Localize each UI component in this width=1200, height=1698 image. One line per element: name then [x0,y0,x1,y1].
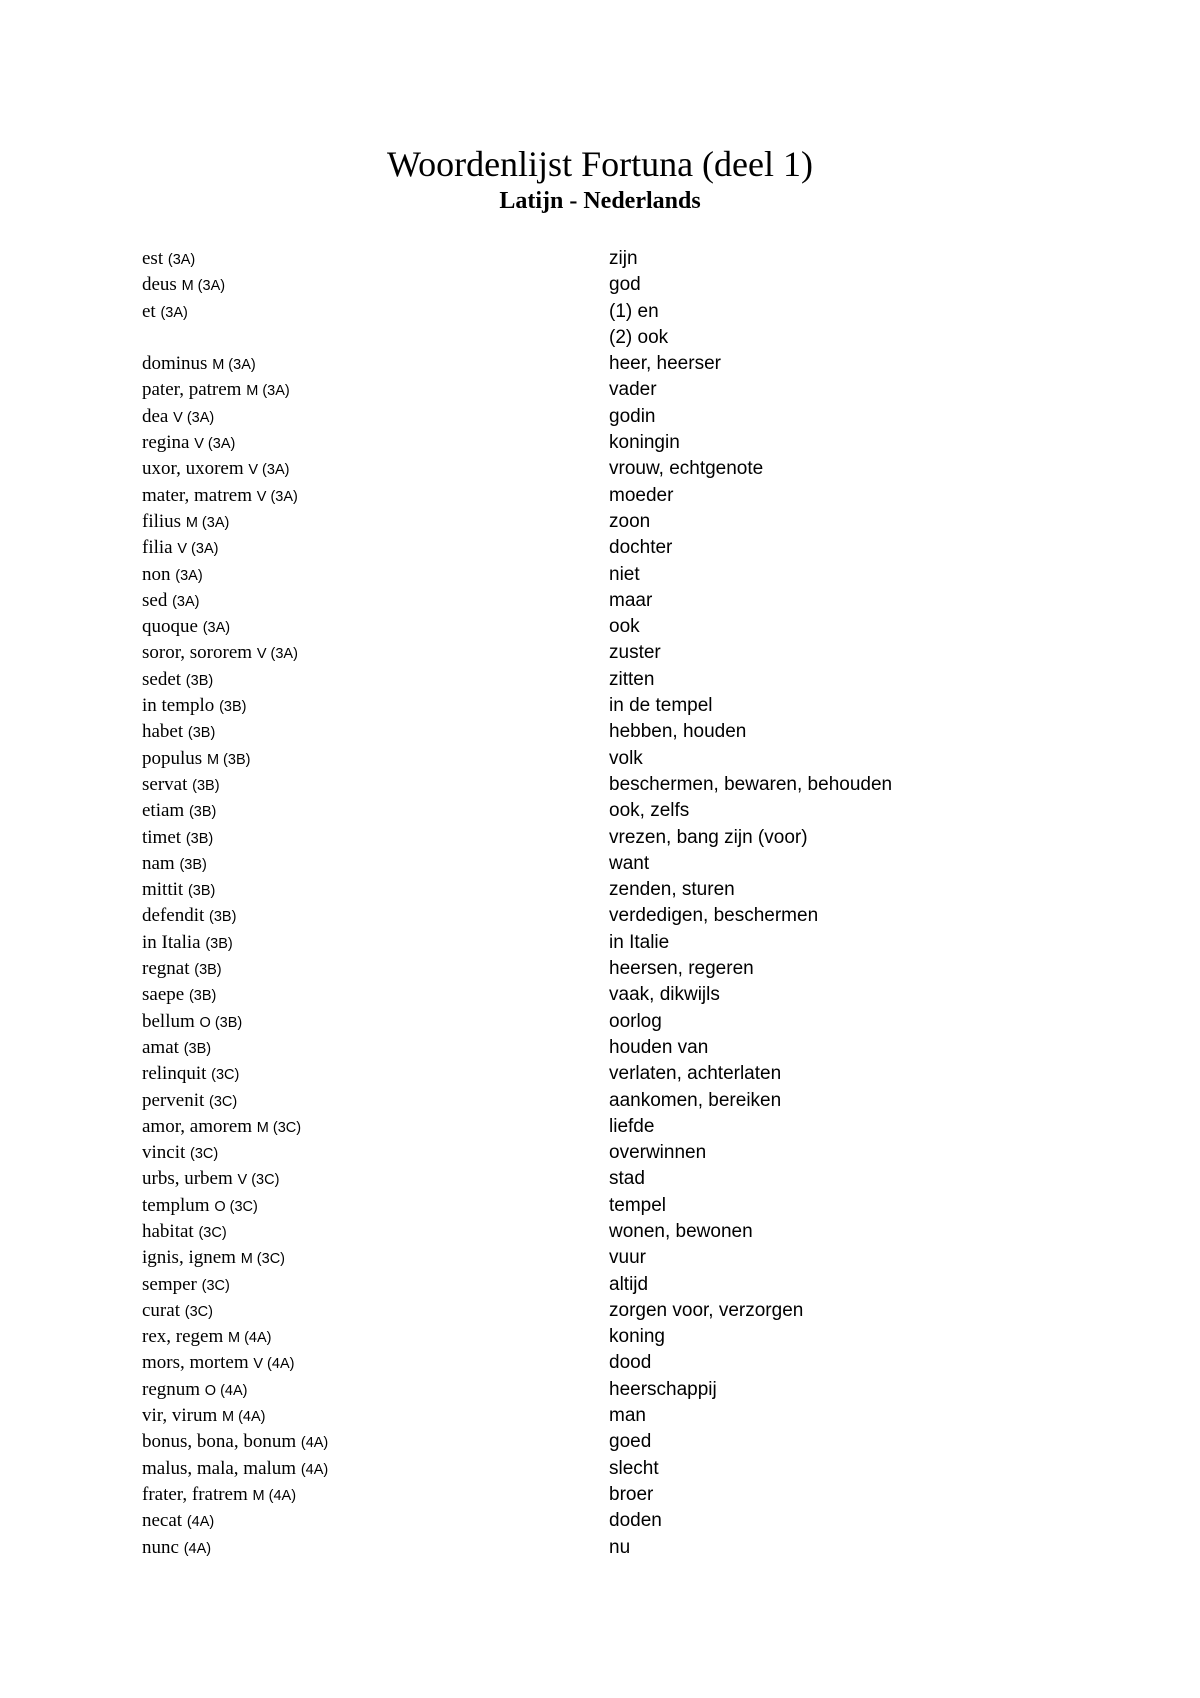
dutch-translation [609,1456,659,1482]
grammar-lesson-tag: M (4A) [252,1487,297,1504]
dutch-translation [609,1403,646,1429]
vocab-row [142,1061,1042,1087]
dutch-translation [609,772,892,798]
latin-word: sed [142,589,168,611]
dutch-translation [609,1140,706,1166]
latin-term [142,1272,230,1299]
dutch-translation [609,1009,662,1035]
latin-term [142,1061,239,1088]
vocab-row [142,1482,1042,1508]
latin-word: nam [142,852,175,874]
dutch-meaning: vaak, dikwijls [609,984,720,1006]
vocabulary-list [142,246,1042,1561]
vocab-row [142,877,1042,903]
latin-term [142,693,246,720]
latin-term [142,1482,296,1509]
vocab-row [142,640,1042,666]
vocab-row [142,667,1042,693]
dutch-translation [609,1377,717,1403]
vocab-row [142,1298,1042,1324]
latin-word: timet [142,826,182,848]
vocab-row [142,1508,1042,1534]
latin-term [142,272,225,299]
vocab-row [142,351,1042,377]
vocab-row [142,377,1042,403]
vocab-row [142,1088,1042,1114]
dutch-meaning: zoon [609,510,651,532]
dutch-translation [609,851,649,877]
grammar-lesson-tag: V (3A) [248,462,290,479]
vocab-row [142,404,1042,430]
dutch-translation [609,1245,646,1271]
grammar-lesson-tag: (3A) [167,252,196,268]
dutch-translation [609,1035,708,1061]
grammar-lesson-tag: V (3C) [237,1172,280,1189]
dutch-meaning: slecht [609,1457,659,1479]
dutch-translation [609,1272,648,1298]
grammar-lesson-tag: M (4A) [227,1330,272,1347]
latin-term [142,614,230,641]
latin-term [142,483,298,510]
vocab-row [142,982,1042,1008]
page-title: Woordenlijst Fortuna (deel 1) [386,144,813,184]
dutch-translation [609,404,656,430]
dutch-translation [609,246,638,272]
latin-term [142,1324,271,1351]
dutch-translation [609,1088,781,1114]
latin-term [142,299,188,326]
dutch-translation [609,509,650,535]
vocab-row [142,1035,1042,1061]
dutch-translation [609,1061,781,1087]
latin-word: frater, fratrem [142,1483,248,1505]
grammar-lesson-tag: M (3B) [206,751,251,768]
latin-word: defendit [142,905,205,927]
latin-word: mater, matrem [142,484,253,506]
vocab-row [142,1403,1042,1429]
grammar-lesson-tag: (3B) [192,777,220,794]
grammar-lesson-tag: (3C) [190,1146,219,1163]
dutch-meaning: god [609,274,641,296]
latin-term [142,1088,237,1115]
latin-term [142,930,233,957]
latin-word: regina [142,432,190,454]
vocab-row [142,930,1042,956]
grammar-lesson-tag: (3C) [211,1067,240,1084]
vocab-row [142,509,1042,535]
latin-term [142,1508,214,1535]
dutch-meaning: heersen, regeren [609,958,754,980]
grammar-lesson-tag: V (3A) [173,409,215,426]
latin-word: sedet [142,668,182,690]
dutch-meaning: ook, zelfs [609,800,690,822]
dutch-translation [609,956,754,982]
dutch-meaning: verlaten, achterlaten [609,1063,782,1085]
vocab-row [142,1272,1042,1298]
dutch-translation [609,272,641,298]
latin-term [142,956,222,983]
latin-word: vincit [142,1142,186,1164]
vocab-row [142,535,1042,561]
latin-term [142,1535,211,1562]
latin-word: regnum [142,1378,201,1400]
dutch-translation [609,930,669,956]
latin-word: saepe [142,984,185,1006]
dutch-translation [609,535,672,561]
grammar-lesson-tag: (3B) [185,830,214,847]
grammar-lesson-tag: (3C) [198,1224,227,1241]
dutch-meaning: altijd [609,1273,649,1295]
vocab-row [142,1009,1042,1035]
vocab-row [142,772,1042,798]
latin-term [142,1245,285,1272]
grammar-lesson-tag: (3C) [201,1277,230,1294]
latin-word: est [142,248,164,269]
latin-term [142,1456,328,1483]
latin-word: necat [142,1510,183,1532]
grammar-lesson-tag: M (3A) [181,278,226,295]
dutch-meaning: dood [609,1352,652,1374]
dutch-translation [609,588,652,614]
dutch-meaning: zuster [609,642,661,664]
dutch-meaning: broer [609,1483,654,1505]
latin-word: mors, mortem [142,1352,249,1374]
latin-word: dea [142,405,169,427]
vocab-row [142,956,1042,982]
dutch-translation [609,1350,651,1376]
latin-word: servat [142,773,188,795]
grammar-lesson-tag: (3A) [172,593,200,610]
latin-term [142,351,256,378]
dutch-meaning: in de tempel [609,695,713,717]
dutch-translation [609,1508,662,1534]
dutch-translation [609,377,657,403]
vocab-row [142,483,1042,509]
dutch-meaning: dochter [609,537,673,559]
latin-term [142,719,215,746]
dutch-translation [609,693,713,719]
grammar-lesson-tag: V (3A) [177,541,219,558]
latin-term [142,851,207,878]
dutch-meaning: (2) ook [609,326,669,348]
vocab-row [142,1219,1042,1245]
grammar-lesson-tag: (3B) [209,909,237,926]
dutch-meaning: ook [609,616,640,638]
grammar-lesson-tag: (3B) [179,856,207,873]
latin-term [142,1219,227,1246]
grammar-lesson-tag: V (3A) [256,488,298,505]
vocab-row [142,1456,1042,1482]
vocab-row [142,1114,1042,1140]
grammar-lesson-tag: (4A) [186,1514,215,1531]
vocab-row [142,614,1042,640]
dutch-translation [609,1482,653,1508]
latin-word: vir, virum [142,1405,218,1427]
latin-term [142,877,215,904]
dutch-meaning: wonen, bewonen [609,1220,753,1242]
grammar-lesson-tag: (3B) [219,699,247,716]
dutch-translation [609,825,808,851]
latin-term [142,667,213,694]
dutch-translation [609,614,640,640]
dutch-translation [609,299,668,352]
latin-term [142,772,220,799]
latin-word: malus, mala, malum [142,1457,297,1479]
grammar-lesson-tag: (3A) [160,304,188,321]
dutch-meaning: aankomen, bereiken [609,1089,782,1111]
dutch-meaning: heer, heerser [609,353,721,375]
latin-term [142,430,235,457]
vocab-row [142,1166,1042,1192]
latin-word: deus [142,274,177,296]
dutch-meaning: stad [609,1168,645,1190]
latin-word: pater, patrem [142,379,242,401]
dutch-translation [609,1193,666,1219]
dutch-meaning: overwinnen [609,1142,707,1164]
vocab-row [142,851,1042,877]
vocab-row [142,693,1042,719]
latin-word: filius [142,510,182,532]
latin-word: urbs, urbem [142,1168,233,1190]
latin-word: amor, amorem [142,1115,253,1137]
latin-word: amat [142,1036,179,1058]
grammar-lesson-tag: M (3C) [256,1119,302,1136]
vocab-row [142,825,1042,851]
vocab-row [142,456,1042,482]
dutch-meaning: koning [609,1326,665,1348]
dutch-meaning: nu [609,1536,631,1558]
latin-word: mittit [142,879,184,901]
grammar-lesson-tag: (3A) [175,567,203,584]
latin-word: habitat [142,1220,194,1242]
latin-term [142,246,195,273]
latin-term [142,456,289,483]
grammar-lesson-tag: (3B) [187,883,216,900]
latin-word: non [142,563,171,585]
dutch-translation [609,1298,803,1324]
dutch-meaning: oorlog [609,1010,662,1032]
grammar-lesson-tag: M (3A) [212,357,256,374]
latin-word: regnat [142,958,190,980]
grammar-lesson-tag: (3B) [187,725,216,742]
latin-word: et [142,300,156,322]
dutch-meaning: verdedigen, beschermen [609,905,819,927]
latin-term [142,588,199,615]
grammar-lesson-tag: O (4A) [204,1382,248,1399]
latin-term [142,1193,258,1220]
vocab-row [142,562,1042,588]
dutch-meaning: vrouw, echtgenote [609,458,764,480]
dutch-meaning: liefde [609,1115,655,1137]
dutch-meaning: niet [609,563,640,585]
vocab-row [142,588,1042,614]
dutch-translation [609,719,746,745]
page-subtitle: Latijn - Nederlands [499,188,701,214]
dutch-meaning: godin [609,405,656,427]
latin-term [142,1035,211,1062]
dutch-translation [609,982,720,1008]
dutch-translation [609,1219,753,1245]
vocab-row [142,719,1042,745]
latin-word: curat [142,1299,180,1321]
grammar-lesson-tag: (3A) [202,620,231,637]
dutch-meaning: in Italie [609,931,670,953]
dutch-translation [609,1324,665,1350]
dutch-translation [609,667,654,693]
grammar-lesson-tag: (3B) [194,962,222,979]
latin-word: in templo [142,695,215,717]
vocab-row [142,798,1042,824]
latin-term [142,1166,279,1193]
dutch-meaning: tempel [609,1194,667,1216]
latin-term [142,562,203,589]
vocab-row [142,1350,1042,1376]
grammar-lesson-tag: V (4A) [253,1356,295,1373]
dutch-meaning: koningin [609,432,680,454]
grammar-lesson-tag: (3B) [185,672,214,689]
latin-term [142,404,214,431]
grammar-lesson-tag: (4A) [183,1540,212,1557]
dutch-translation [609,351,721,377]
vocab-row [142,1377,1042,1403]
dutch-meaning: zijn [609,248,638,269]
grammar-lesson-tag: O (3C) [214,1198,258,1215]
latin-word: nunc [142,1536,179,1558]
dutch-translation [609,798,689,824]
dutch-translation [609,1114,654,1140]
dutch-translation [609,483,673,509]
grammar-lesson-tag: (3C) [209,1093,238,1110]
vocab-row [142,299,1042,352]
dutch-meaning: zenden, sturen [609,879,735,901]
vocab-row [142,1193,1042,1219]
grammar-lesson-tag: (3C) [184,1303,213,1320]
dutch-translation [609,746,643,772]
vocab-row [142,1245,1042,1271]
vocab-row [142,1140,1042,1166]
dutch-meaning: goed [609,1431,652,1453]
latin-term [142,509,229,536]
dutch-translation [609,640,661,666]
latin-word: ignis, ignem [142,1247,236,1269]
latin-term [142,535,218,562]
grammar-lesson-tag: V (3A) [256,646,298,663]
latin-word: soror, sororem [142,642,253,664]
latin-word: in Italia [142,931,201,953]
grammar-lesson-tag: (3B) [188,988,217,1005]
latin-term [142,1429,328,1456]
latin-term [142,982,216,1009]
latin-word: uxor, uxorem [142,458,244,480]
latin-term [142,1377,248,1404]
dutch-meaning: hebben, houden [609,721,747,743]
latin-word: filia [142,537,173,559]
latin-term [142,825,213,852]
latin-word: rex, regem [142,1326,224,1348]
grammar-lesson-tag: V (3A) [194,436,236,453]
grammar-lesson-tag: (3B) [188,804,217,821]
dutch-translation [609,1166,645,1192]
latin-word: relinquit [142,1063,207,1085]
dutch-meaning: zitten [609,668,655,690]
latin-term [142,1009,242,1036]
latin-word: templum [142,1194,210,1216]
dutch-translation [609,1429,651,1455]
dutch-translation [609,430,680,456]
dutch-meaning: want [609,852,650,874]
latin-word: bellum [142,1010,195,1032]
latin-term [142,1140,218,1167]
vocab-row [142,1429,1042,1455]
latin-term [142,903,236,930]
grammar-lesson-tag: M (3A) [185,514,230,531]
dutch-meaning: vader [609,379,657,401]
dutch-translation [609,456,763,482]
latin-term [142,640,298,667]
latin-term [142,1350,294,1377]
dutch-meaning: man [609,1405,646,1427]
latin-term [142,798,216,825]
latin-word: etiam [142,800,185,822]
grammar-lesson-tag: M (3C) [240,1251,286,1268]
dutch-meaning: maar [609,589,653,611]
dutch-meaning: beschermen, bewaren, behouden [609,773,893,795]
latin-word: dominus [142,353,208,375]
vocab-row [142,903,1042,929]
grammar-lesson-tag: O (3B) [199,1014,243,1031]
dutch-translation [609,1535,630,1561]
dutch-translation [609,562,640,588]
grammar-lesson-tag: (4A) [300,1435,329,1452]
vocab-row [142,246,1042,272]
dutch-meaning: heerschappij [609,1378,717,1400]
grammar-lesson-tag: M (4A) [221,1409,266,1426]
vocab-row [142,746,1042,772]
vocab-row [142,430,1042,456]
latin-word: semper [142,1273,197,1295]
dutch-meaning: vuur [609,1247,646,1269]
grammar-lesson-tag: M (3A) [246,383,290,400]
dutch-meaning: (1) en [609,300,659,322]
latin-word: quoque [142,616,198,638]
dutch-meaning: vrezen, bang zijn (voor) [609,826,808,848]
latin-term [142,746,250,773]
latin-term [142,377,290,404]
grammar-lesson-tag: (3B) [205,935,233,952]
grammar-lesson-tag: (3B) [183,1040,212,1057]
latin-word: pervenit [142,1089,205,1111]
latin-word: populus [142,747,203,769]
latin-word: habet [142,721,184,743]
vocab-row [142,1535,1042,1561]
dutch-meaning: moeder [609,484,674,506]
vocab-row [142,272,1042,298]
latin-term [142,1403,265,1430]
latin-word: bonus, bona, bonum [142,1431,297,1453]
dutch-meaning: doden [609,1510,662,1532]
vocab-row [142,1324,1042,1350]
dutch-translation [609,877,735,903]
latin-term [142,1298,213,1325]
latin-term [142,1114,301,1141]
dutch-meaning: volk [609,747,643,769]
dutch-meaning: zorgen voor, verzorgen [609,1299,804,1321]
grammar-lesson-tag: (4A) [300,1461,329,1478]
dutch-meaning: houden van [609,1036,709,1058]
dutch-translation [609,903,818,929]
